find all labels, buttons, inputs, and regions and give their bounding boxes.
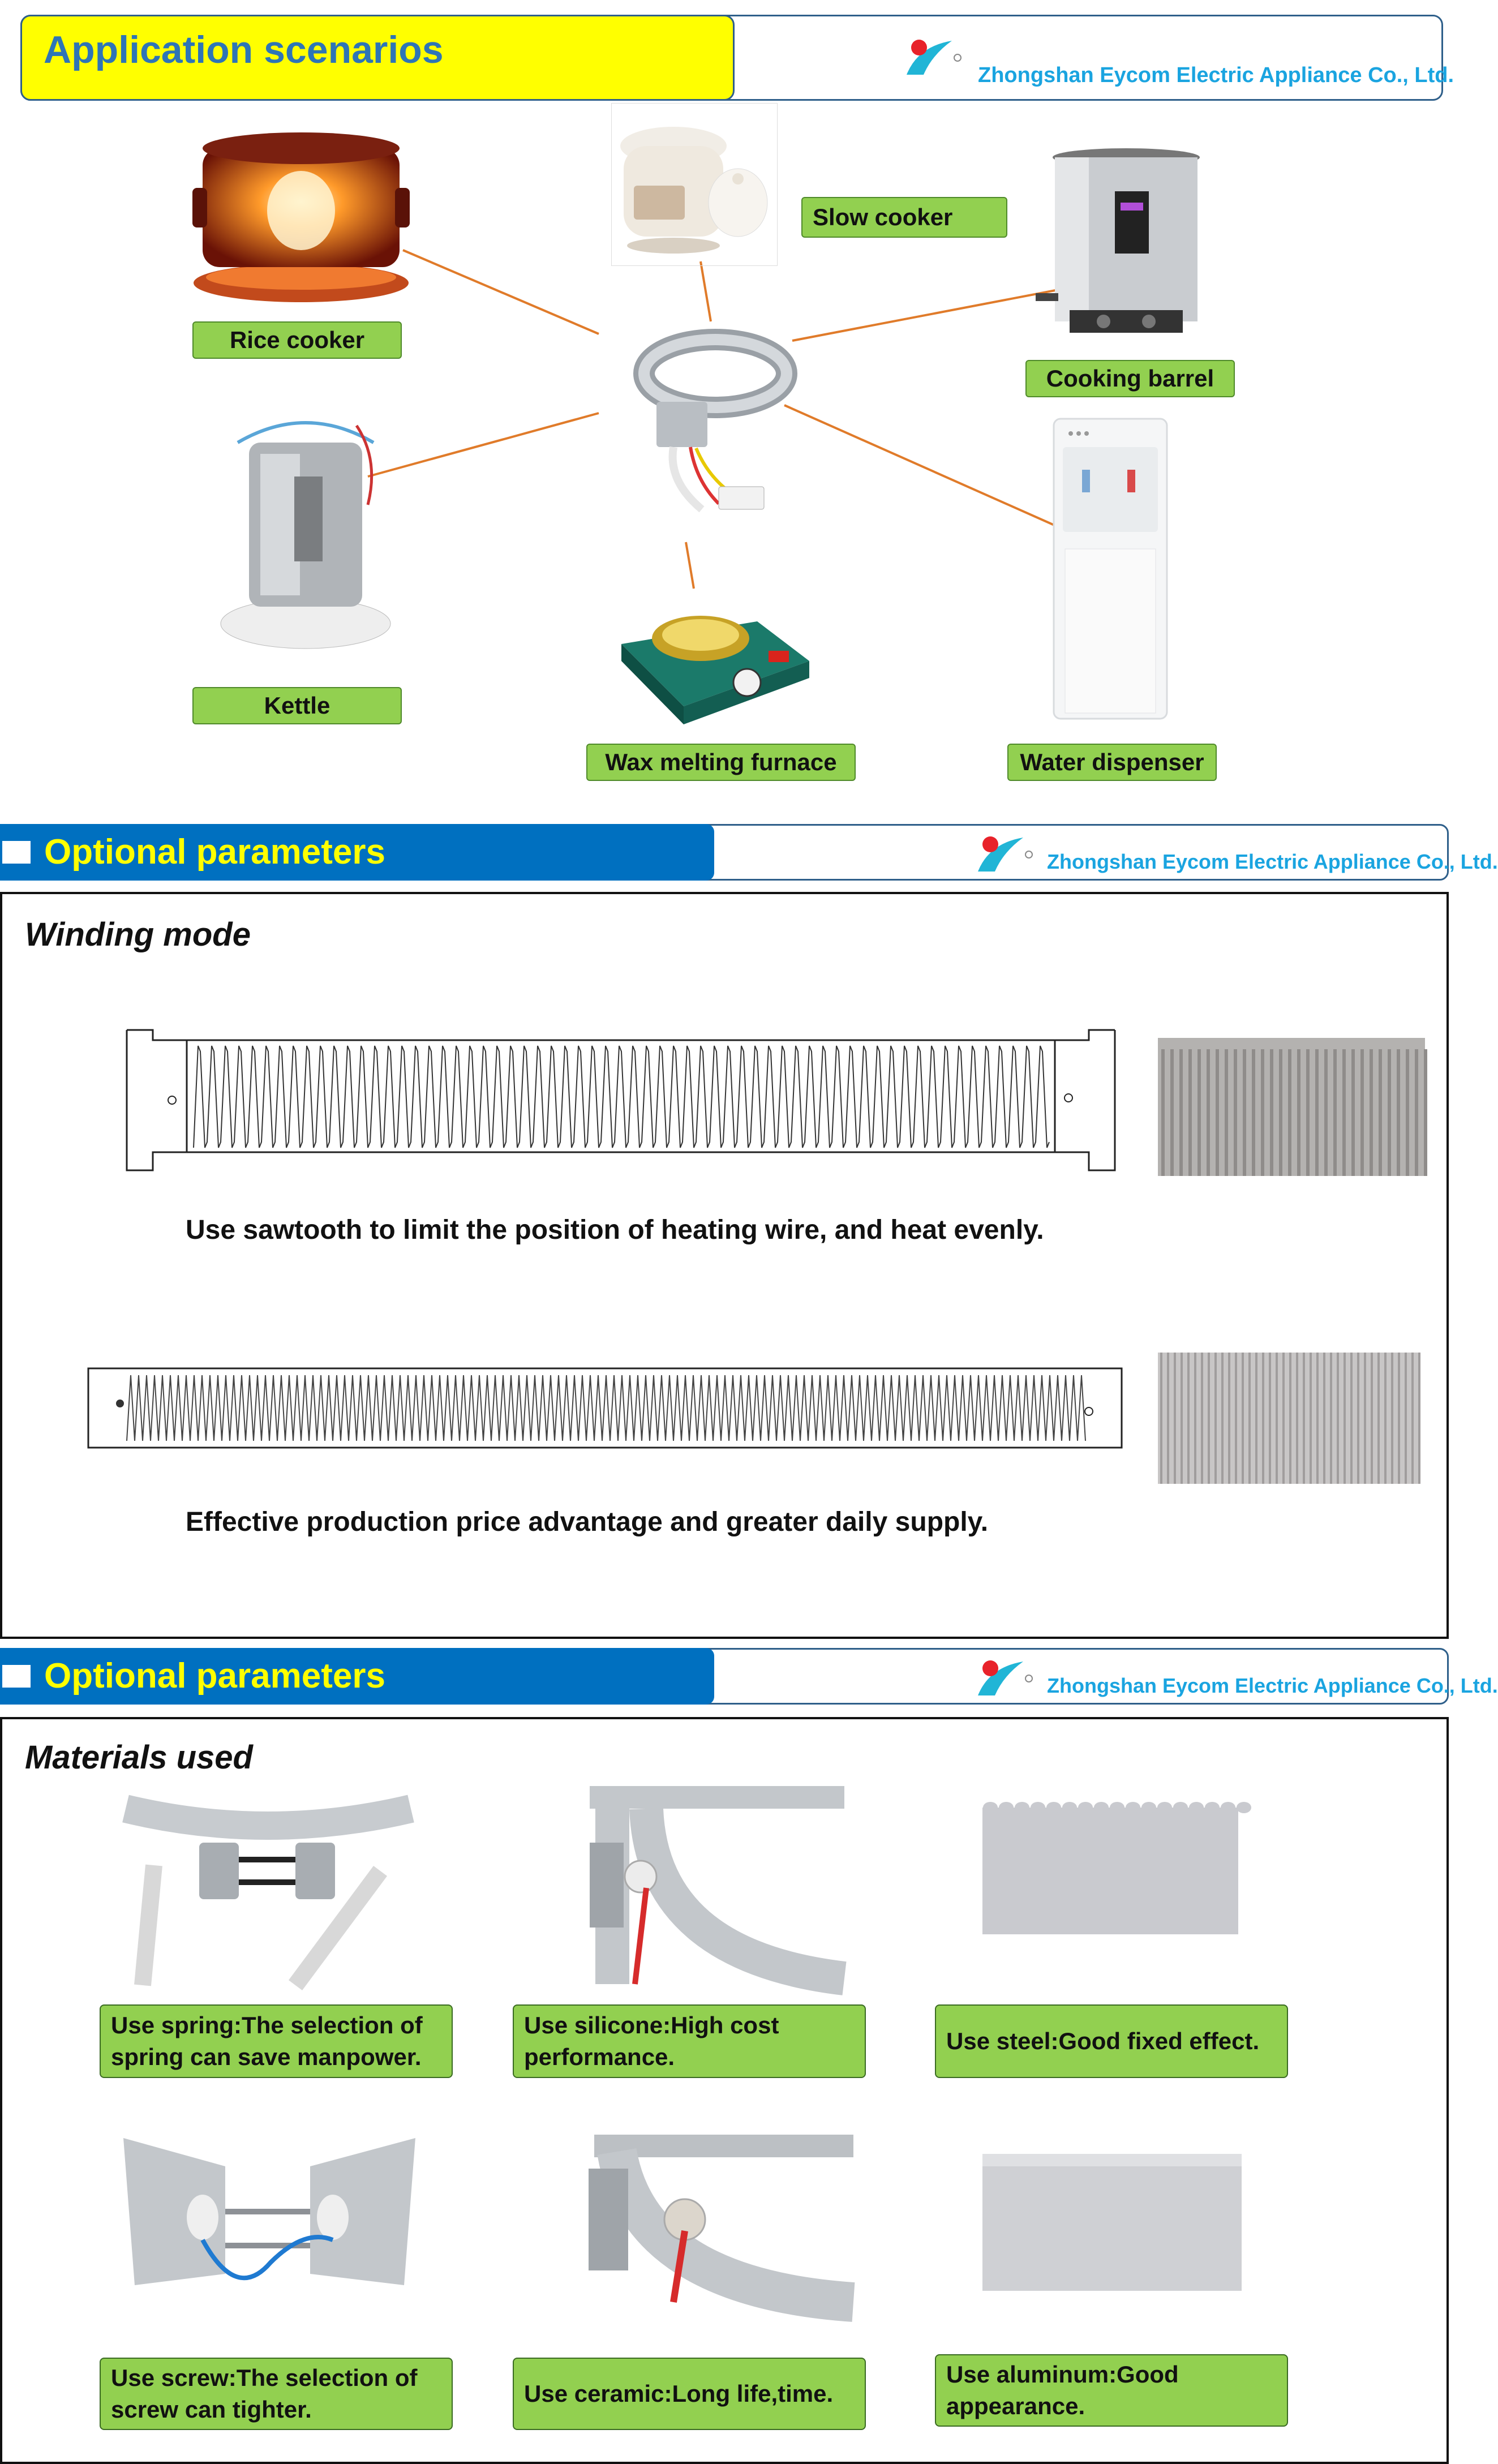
company-logo-icon-3 <box>972 1656 1035 1701</box>
screw-image <box>123 2132 415 2302</box>
steel-image <box>982 1798 1238 1934</box>
straight-winding-diagram <box>87 1367 1124 1450</box>
label-ceramic: Use ceramic:Long life,time. <box>513 2358 866 2430</box>
section-title-bar-3 <box>0 1648 714 1705</box>
label-steel: Use steel:Good fixed effect. <box>935 2004 1288 2078</box>
label-slow-cooker: Slow cooker <box>801 197 1007 238</box>
slow-cooker-image <box>617 112 771 259</box>
title-square-icon <box>2 841 31 864</box>
label-aluminum: Use aluminum:Good appearance. <box>935 2354 1288 2427</box>
label-rice-cooker: Rice cooker <box>192 321 402 359</box>
straight-winding-photo <box>1158 1353 1419 1484</box>
label-kettle: Kettle <box>192 687 402 724</box>
straight-winding-caption: Effective production price advantage and greater daily supply. <box>186 1507 989 1537</box>
kettle-image <box>209 392 402 658</box>
label-spring: Use spring:The selection of spring can save manpower. <box>100 2004 453 2078</box>
title-square-icon-3 <box>2 1665 31 1688</box>
winding-mode-title: Winding mode <box>25 916 251 953</box>
label-wax-melting-furnace: Wax melting furnace <box>586 744 856 781</box>
heater-band-image <box>634 323 804 526</box>
aluminum-image <box>982 2154 1242 2291</box>
water-dispenser-image <box>1048 413 1173 726</box>
company-name: Zhongshan Eycom Electric Appliance Co., Ltd. <box>978 63 1454 87</box>
section-title-3: Optional parameters <box>44 1656 385 1695</box>
company-name-2: Zhongshan Eycom Electric Appliance Co., Ltd. <box>1047 850 1498 873</box>
sawtooth-photo <box>1158 1038 1425 1176</box>
label-screw: Use screw:The selection of screw can tighter. <box>100 2358 453 2430</box>
rice-cooker-image <box>190 126 412 304</box>
ceramic-image <box>572 2135 853 2302</box>
sawtooth-caption: Use sawtooth to limit the position of heating wire, and heat evenly. <box>186 1215 1044 1245</box>
section-title: Application scenarios <box>44 28 444 71</box>
label-silicone: Use silicone:High cost performance. <box>513 2004 866 2078</box>
cooking-barrel-image <box>1036 146 1211 344</box>
materials-title: Materials used <box>25 1739 253 1776</box>
label-water-dispenser: Water dispenser <box>1007 744 1217 781</box>
label-cooking-barrel: Cooking barrel <box>1025 360 1235 397</box>
company-name-3: Zhongshan Eycom Electric Appliance Co., Ltd. <box>1047 1674 1498 1697</box>
company-logo-icon-2 <box>972 832 1035 877</box>
section-title-2: Optional parameters <box>44 832 385 872</box>
wax-melting-furnace-image <box>616 576 815 729</box>
spring-image <box>126 1786 411 1985</box>
section-title-bar-2 <box>0 824 714 881</box>
sawtooth-winding-diagram <box>126 1029 1116 1173</box>
silicone-image <box>578 1786 844 1984</box>
